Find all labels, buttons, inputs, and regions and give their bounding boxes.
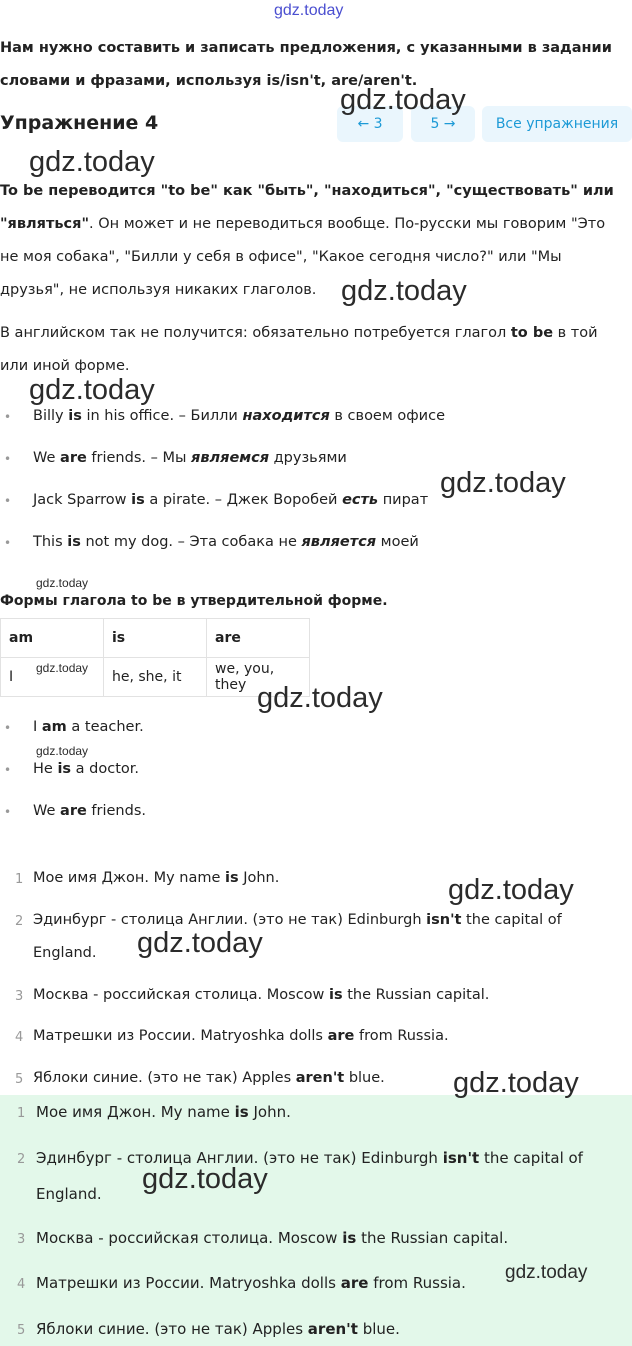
text-bold: are [60, 450, 87, 466]
bullet-icon: • [4, 452, 12, 466]
text: I [33, 719, 42, 735]
text-bold: are [60, 803, 87, 819]
text: В английском так не получится: обязательно потребуется глагол [0, 325, 511, 341]
text: the capital of [479, 1149, 583, 1167]
text: Москва - российская столица. Moscow [33, 987, 330, 1003]
text: Яблоки синие. (это не так) Apples [36, 1320, 308, 1338]
text: Яблоки синие. (это не так) Apples [33, 1070, 296, 1086]
item-number: 1 [15, 872, 24, 887]
watermark: gdz.today [29, 374, 155, 406]
item-number: 2 [17, 1152, 26, 1167]
watermark: gdz.today [505, 1262, 588, 1283]
table-header: am [1, 619, 104, 658]
item-number: 4 [17, 1277, 26, 1292]
table-cell: he, she, it [104, 658, 207, 697]
item-number: 5 [17, 1323, 26, 1338]
answer-box [0, 1095, 632, 1346]
text-bold: is [234, 1103, 249, 1121]
watermark: gdz.today [36, 744, 89, 758]
text: Москва - российская столица. Moscow [36, 1229, 343, 1247]
table-cell: we, you, they [207, 658, 310, 697]
table-header: is [104, 619, 207, 658]
answer-item [36, 1149, 583, 1167]
watermark: gdz.today [36, 576, 89, 590]
watermark: gdz.today [137, 927, 263, 959]
watermark: gdz.today [440, 467, 566, 499]
answer-item [33, 912, 562, 928]
text: friends. [86, 803, 146, 819]
text: моей [376, 534, 419, 550]
text-bold: aren't [295, 1070, 345, 1086]
text: from Russia. [354, 1028, 449, 1044]
answer-item [36, 1274, 466, 1292]
watermark: gdz.today [36, 661, 89, 675]
text: We [33, 450, 61, 466]
text: Billy [33, 408, 69, 424]
text: John. [238, 870, 280, 886]
text-italic: есть [342, 492, 379, 508]
text-bold: is [342, 1229, 357, 1247]
text-bold: are [327, 1028, 355, 1044]
watermark: gdz.today [341, 275, 467, 307]
text: blue. [357, 1320, 400, 1338]
item-number: 2 [15, 914, 24, 929]
watermark: gdz.today [257, 682, 383, 714]
watermark: gdz.today [448, 874, 574, 906]
item-number: 3 [15, 989, 24, 1004]
text-bold: am [41, 719, 67, 735]
text: Мое имя Джон. My name [36, 1103, 235, 1121]
text: a pirate. – Джек Воробей [144, 492, 343, 508]
text: not my dog. – Эта собака не [80, 534, 302, 550]
text-bold: is [57, 761, 72, 777]
text: Эдинбург - столица Англии. (это не так) Edinburgh [36, 1149, 443, 1167]
text: Мое имя Джон. My name [33, 870, 225, 886]
text-bold: aren't [307, 1320, 358, 1338]
text: в той или иной форме. [0, 325, 598, 374]
bullet-icon: • [4, 494, 12, 508]
text: a teacher. [66, 719, 144, 735]
text-bold: is [67, 534, 81, 550]
answer-item [36, 1103, 291, 1121]
text-italic: являемся [191, 450, 270, 466]
text: the Russian capital. [342, 987, 490, 1003]
text-bold: isn't [426, 912, 462, 928]
theory-bold: To be переводится "to be" как "быть", "находиться", "существовать" или "являться" [0, 183, 614, 232]
next-exercise-button[interactable]: 5 → [411, 106, 475, 142]
text: друзьями [269, 450, 347, 466]
item-number: 5 [15, 1072, 24, 1087]
text: a doctor. [71, 761, 139, 777]
text-bold: to be [510, 325, 554, 341]
item-number: 1 [17, 1106, 26, 1121]
bullet-icon: • [4, 410, 12, 424]
item-number: 4 [15, 1030, 24, 1045]
answer-item [33, 870, 279, 886]
page-title: Упражнение 4 [0, 112, 159, 134]
bullet-icon: • [4, 536, 12, 550]
answer-item [36, 1320, 400, 1338]
bullet-icon: • [4, 763, 12, 777]
text-bold: isn't [442, 1149, 480, 1167]
answer-item [33, 1028, 449, 1044]
text: Эдинбург - столица Англии. (это не так) Edinburgh [33, 912, 427, 928]
text-italic: является [301, 534, 377, 550]
watermark: gdz.today [142, 1163, 268, 1195]
answer-item [36, 1229, 508, 1247]
theory-rest: . Он может и не переводиться вообще. По-русски мы говорим "Это не моя собака", "Билли у себя в офисе", "Какое сегодня число?" или "Мы друзья", не используя никаких глаголов. [0, 216, 606, 298]
text: пират [378, 492, 429, 508]
bullet-icon: • [4, 805, 12, 819]
text: in his office. – Билли [81, 408, 243, 424]
text: the Russian capital. [356, 1229, 509, 1247]
all-exercises-button[interactable]: Все упражнения [482, 106, 632, 142]
table-cell: I [1, 658, 104, 697]
bullet-icon: • [4, 721, 12, 735]
prev-exercise-button[interactable]: ← 3 [337, 106, 403, 142]
answer-item [33, 987, 489, 1003]
intro-text: Нам нужно составить и записать предложения, с указанными в задании словами и фразами, используя is/isn't, are/aren't. [0, 40, 612, 89]
text: Матрешки из России. Matryoshka dolls [33, 1028, 328, 1044]
text: John. [248, 1103, 291, 1121]
text-bold: is [329, 987, 343, 1003]
forms-heading: Формы глагола to be в утвердительной форме. [0, 593, 388, 609]
text: We [33, 803, 61, 819]
text-italic: находится [242, 408, 330, 424]
watermark: gdz.today [274, 2, 344, 19]
table-header-row [1, 619, 310, 658]
text: в своем офисе [329, 408, 445, 424]
item-number: 3 [17, 1232, 26, 1247]
watermark: gdz.today [29, 146, 155, 178]
watermark: gdz.today [453, 1067, 579, 1099]
theory-paragraph [0, 175, 628, 307]
text: from Russia. [368, 1274, 466, 1292]
answer-item-cont: England. [33, 945, 97, 961]
text: friends. – Мы [86, 450, 192, 466]
text: He [33, 761, 58, 777]
text-bold: is [225, 870, 239, 886]
text: This [33, 534, 68, 550]
text-bold: is [131, 492, 145, 508]
text: the capital of [461, 912, 562, 928]
watermark: gdz.today [340, 84, 466, 116]
text: Jack Sparrow [33, 492, 132, 508]
text-bold: is [68, 408, 82, 424]
answer-item-cont: England. [36, 1185, 102, 1203]
table-header: are [207, 619, 310, 658]
text-bold: are [340, 1274, 369, 1292]
answer-item [33, 1070, 385, 1086]
text: blue. [344, 1070, 385, 1086]
text: Матрешки из России. Matryoshka dolls [36, 1274, 341, 1292]
